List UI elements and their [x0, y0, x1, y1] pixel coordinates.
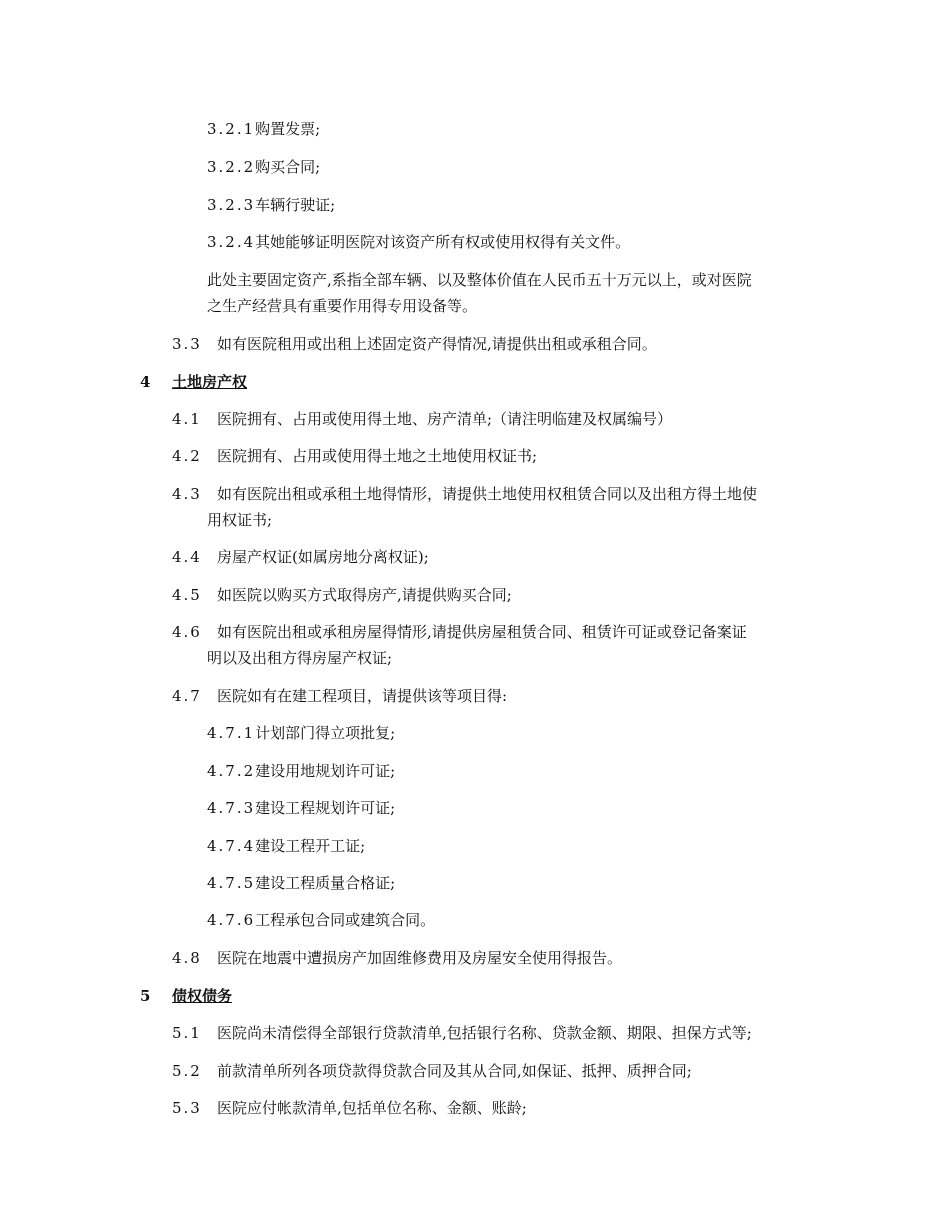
item-text: 购置发票; [255, 120, 321, 138]
list-item [207, 232, 630, 252]
item-number: 4.7.3 [207, 799, 256, 817]
item-text: 医院拥有、占用或使用得土地、房产清单;（请注明临建及权属编号） [217, 410, 673, 428]
item-text: 车辆行驶证; [255, 196, 336, 214]
item-number: 4.7.5 [207, 874, 256, 892]
item-text: 如有医院租用或出租上述固定资产得情况,请提供出租或承租合同。 [217, 335, 657, 353]
item-number: 4.7 [172, 687, 202, 705]
item-number: 4.8 [172, 949, 202, 967]
list-item [207, 836, 365, 856]
item-number: 4.3 [172, 485, 202, 503]
section-title: 土地房产权 [172, 373, 248, 391]
list-item [172, 547, 429, 567]
item-text-continued: 用权证书; [207, 511, 273, 529]
item-number: 3.2.3 [207, 196, 256, 214]
item-text: 建设工程规划许可证; [255, 799, 396, 817]
item-text: 医院在地震中遭损房产加固维修费用及房屋安全使用得报告。 [217, 949, 623, 967]
list-item [207, 910, 435, 930]
section-heading [140, 372, 247, 392]
item-number: 4.2 [172, 447, 202, 465]
list-item [207, 873, 395, 893]
list-item [172, 1061, 692, 1081]
list-item [207, 157, 320, 177]
item-text: 建设用地规划许可证; [255, 762, 396, 780]
section-number: 4 [140, 373, 151, 391]
list-item [207, 761, 395, 781]
list-item [207, 195, 335, 215]
list-item [172, 1023, 752, 1043]
item-text: 如有医院出租或承租土地得情形，请提供土地使用权租赁合同以及出租方得土地使 [217, 485, 758, 503]
item-number: 5.3 [172, 1099, 202, 1117]
item-text: 医院尚未清偿得全部银行贷款清单,包括银行名称、贷款金额、期限、担保方式等; [217, 1024, 752, 1042]
list-item [172, 334, 657, 354]
item-text: 医院应付帐款清单,包括单位名称、金额、账龄; [217, 1099, 527, 1117]
item-number: 4.7.1 [207, 724, 256, 742]
item-number: 3.2.2 [207, 158, 256, 176]
item-number: 4.7.6 [207, 911, 256, 929]
item-number: 4.6 [172, 623, 202, 641]
item-text: 购买合同; [255, 158, 321, 176]
item-text: 计划部门得立项批复; [255, 724, 396, 742]
item-number: 4.4 [172, 548, 202, 566]
item-number: 5.2 [172, 1062, 202, 1080]
list-item [172, 585, 512, 605]
section-title: 债权债务 [172, 987, 233, 1005]
list-item [172, 948, 622, 968]
item-number: 4.7.4 [207, 837, 256, 855]
item-number: 5.1 [172, 1024, 202, 1042]
note-line-2: 之生产经营具有重要作用得专用设备等。 [207, 297, 478, 315]
item-text: 建设工程开工证; [255, 837, 366, 855]
item-text: 建设工程质量合格证; [255, 874, 396, 892]
item-number: 4.7.2 [207, 762, 256, 780]
note-line-1: 此处主要固定资产,系指全部车辆、以及整体价值在人民币五十万元以上，或对医院 [207, 271, 752, 289]
item-text: 如有医院出租或承租房屋得情形,请提供房屋租赁合同、租赁许可证或登记备案证 [217, 623, 747, 641]
list-item [207, 723, 395, 743]
list-item [172, 1098, 527, 1118]
item-number: 3.2.4 [207, 233, 256, 251]
list-item [172, 484, 757, 504]
item-number: 3.2.1 [207, 120, 256, 138]
section-number: 5 [140, 987, 151, 1005]
item-text: 如医院以购买方式取得房产,请提供购买合同; [217, 586, 512, 604]
item-text: 医院如有在建工程项目，请提供该等项目得: [217, 687, 508, 705]
item-number: 3.3 [172, 335, 202, 353]
section-heading [140, 986, 232, 1006]
item-text: 前款清单所列各项贷款得贷款合同及其从合同,如保证、抵押、质押合同; [217, 1062, 692, 1080]
item-text: 房屋产权证(如属房地分离权证); [217, 548, 429, 566]
list-item [172, 622, 747, 642]
item-text: 其她能够证明医院对该资产所有权或使用权得有关文件。 [255, 233, 631, 251]
item-text: 医院拥有、占用或使用得土地之土地使用权证书; [217, 447, 538, 465]
list-item [172, 446, 537, 466]
list-item [172, 686, 507, 706]
item-text: 工程承包合同或建筑合同。 [255, 911, 436, 929]
item-number: 4.1 [172, 410, 202, 428]
item-text-continued: 明以及出租方得房屋产权证; [207, 649, 393, 667]
list-item [172, 409, 672, 429]
list-item [207, 798, 395, 818]
item-number: 4.5 [172, 586, 202, 604]
list-item [207, 119, 320, 139]
